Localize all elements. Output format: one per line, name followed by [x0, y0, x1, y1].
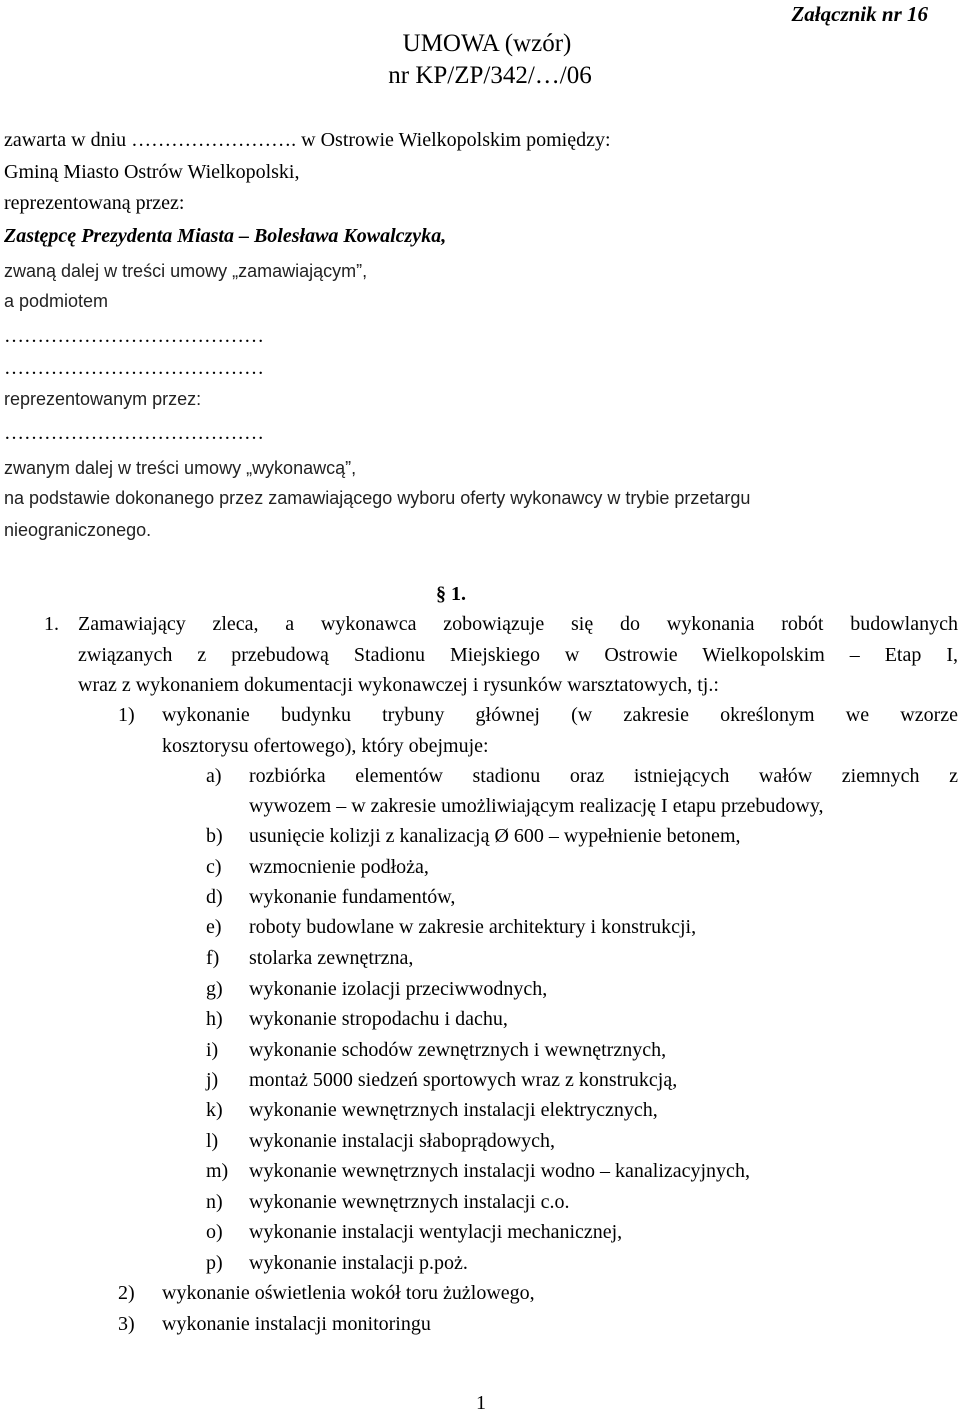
paragraph-line: związanych z przebudową Stadionu Miejskiego w Ostrowie Wielkopolskim – Etap I, [78, 644, 958, 666]
subitem-text: wykonanie schodów zewnętrznych i wewnętrznych, [249, 1039, 667, 1061]
subitem-label: d) [206, 886, 223, 908]
item-text: kosztorysu ofertowego), który obejmuje: [162, 735, 489, 757]
subitem-label: a) [206, 765, 222, 787]
annex-label: Załącznik nr 16 [791, 2, 928, 26]
item-text: wykonanie budynku trybuny głównej (w zakresie określonym we wzorze [162, 704, 958, 726]
subitem-text: wykonanie instalacji wentylacji mechanicznej, [249, 1221, 623, 1243]
subitem-text: montaż 5000 siedzeń sportowych wraz z konstrukcją, [249, 1069, 678, 1091]
item-number: 3) [118, 1313, 135, 1335]
subitem-text: wykonanie instalacji słaboprądowych, [249, 1130, 556, 1152]
contractor-blank-2: ………………………………… [4, 357, 264, 379]
subitem-text: wykonanie izolacji przeciwwodnych, [249, 978, 548, 1000]
subitem-text: wykonanie wewnętrznych instalacji wodno – kanalizacyjnych, [249, 1160, 750, 1182]
item-text: wykonanie instalacji monitoringu [162, 1313, 431, 1335]
intro-date-line: zawarta w dniu ……………………. w Ostrowie Wielkopolskim pomiędzy: [4, 129, 611, 151]
contractor-blank-1: ………………………………… [4, 325, 264, 347]
subitem-label: k) [206, 1099, 223, 1121]
paragraph-line: wraz z wykonaniem dokumentacji wykonawczej i rysunków warsztatowych, tj.: [78, 674, 719, 696]
representative-name: Zastępcę Prezydenta Miasta – Bolesława Kowalczyka, [4, 225, 447, 247]
subitem-label: g) [206, 978, 223, 1000]
subitem-label: h) [206, 1008, 223, 1030]
subitem-label: j) [206, 1069, 219, 1091]
basis-line: na podstawie dokonanego przez zamawiającego wyboru oferty wykonawcy w trybie przetargu [4, 488, 751, 508]
page-number: 1 [476, 1392, 486, 1414]
subitem-label: o) [206, 1221, 223, 1243]
subitem-text: wykonanie wewnętrznych instalacji elektrycznych, [249, 1099, 658, 1121]
subitem-text: usunięcie kolizji z kanalizacją Ø 600 – wypełnienie betonem, [249, 825, 741, 847]
represented-by-label: reprezentowaną przez: [4, 192, 185, 214]
paragraph-line: Zamawiający zleca, a wykonawca zobowiązuje się do wykonania robót budowlanych [78, 613, 958, 635]
party-municipality: Gminą Miasto Ostrów Wielkopolski, [4, 161, 300, 183]
subitem-label: n) [206, 1191, 223, 1213]
section-heading: § 1. [436, 583, 466, 605]
contractor-definition: zwanym dalej w treści umowy „wykonawcą”, [4, 458, 357, 478]
subitem-text: wywozem – w zakresie umożliwiającym realizację I etapu przebudowy, [249, 795, 824, 817]
item-number: 1) [118, 704, 135, 726]
subitem-text: wykonanie instalacji p.poż. [249, 1252, 468, 1274]
contractor-label: a podmiotem [4, 291, 109, 311]
subitem-text: stolarka zewnętrzna, [249, 947, 414, 969]
basis-line-end: nieograniczonego. [4, 520, 152, 540]
contract-number: nr KP/ZP/342/…/06 [388, 62, 592, 89]
contractor-represented-label: reprezentowanym przez: [4, 389, 202, 409]
subitem-label: l) [206, 1130, 219, 1152]
subitem-label: b) [206, 825, 223, 847]
subitem-label: c) [206, 856, 222, 878]
subitem-label: e) [206, 916, 222, 938]
contractor-rep-blank: ………………………………… [4, 422, 264, 444]
subitem-label: m) [206, 1160, 229, 1182]
subitem-text: rozbiórka elementów stadionu oraz istniejących wałów ziemnych z [249, 765, 958, 787]
subitem-text: wzmocnienie podłoża, [249, 856, 429, 878]
subitem-text: wykonanie fundamentów, [249, 886, 456, 908]
item-text: wykonanie oświetlenia wokół toru żużlowego, [162, 1282, 535, 1304]
paragraph-number: 1. [44, 613, 59, 635]
subitem-label: p) [206, 1252, 223, 1274]
subitem-label: i) [206, 1039, 219, 1061]
item-number: 2) [118, 1282, 135, 1304]
subitem-label: f) [206, 947, 220, 969]
subitem-text: roboty budowlane w zakresie architektury i konstrukcji, [249, 916, 697, 938]
document-title: UMOWA (wzór) [402, 30, 572, 57]
subitem-text: wykonanie stropodachu i dachu, [249, 1008, 508, 1030]
subitem-text: wykonanie wewnętrznych instalacji c.o. [249, 1191, 570, 1213]
ordering-party-definition: zwaną dalej w treści umowy „zamawiającym”, [4, 261, 368, 281]
